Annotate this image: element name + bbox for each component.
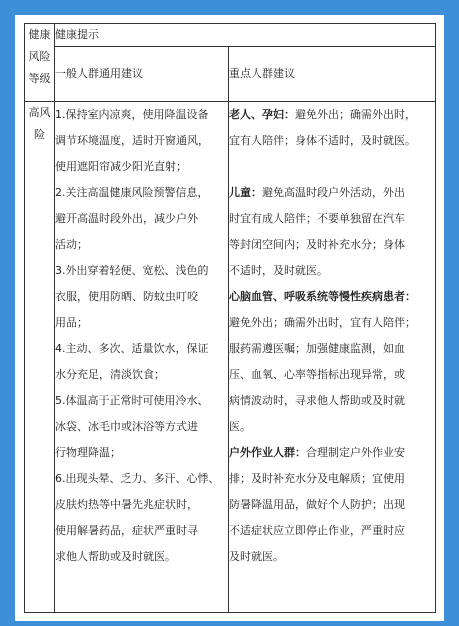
advice-text: 避免外出；确需外出时， (295, 108, 416, 121)
level-header-line: 等级 (28, 72, 51, 85)
group-label-children: 儿童： (229, 186, 262, 199)
advice-line: 水分充足，清淡饮食； (55, 368, 165, 381)
group-label-outdoor: 户外作业人群： (229, 446, 306, 459)
level-line: 高风 (28, 106, 51, 119)
advice-line: 皮肤灼热等中暑先兆症状时， (55, 498, 198, 511)
advice-line: 医。 (229, 420, 251, 433)
advice-line: 冰袋、冰毛巾或沐浴等方式进 (55, 420, 198, 433)
document-page (15, 15, 444, 621)
heat-risk-table (24, 23, 436, 613)
advice-line: 6.出现头晕、乏力、多汗、心悸、 (55, 472, 220, 485)
advice-line: 及时就医。 (229, 550, 284, 563)
advice-line: 避免外出；确需外出时，宜有人陪伴； (229, 316, 416, 329)
advice-text: 避免高温时段户外活动，外出 (262, 186, 405, 199)
advice-line: 求他人帮助或及时就医。 (55, 550, 176, 563)
level-header-line: 风险 (28, 50, 51, 63)
spacer (229, 154, 435, 180)
advice-line: 不适时，及时就医。 (229, 264, 328, 277)
advice-line: 活动； (55, 238, 88, 251)
key-advice (229, 102, 436, 613)
advice-line: 2.关注高温健康风险预警信息， (55, 186, 209, 199)
advice-line: 1.保持室内凉爽，使用降温设备 (55, 108, 209, 121)
advice-line: 时宜有成人陪伴；不要单独留在汽车 (229, 212, 405, 225)
advice-line: 防暑降温用品，做好个人防护；出现 (229, 498, 405, 511)
advice-line: 服药需遵医嘱；加强健康监测，如血 (229, 342, 405, 355)
advice-line: 使用解暑药品，症状严重时寻 (55, 524, 198, 537)
advice-line: 3.外出穿着轻便、宽松、浅色的 (55, 264, 209, 277)
group-label-chronic: 心脑血管、呼吸系统等慢性疾病患者： (229, 290, 416, 303)
level-line: 险 (34, 128, 45, 141)
key-header: 重点人群建议 (229, 47, 436, 102)
advice-line: 4.主动、多次、适量饮水，保证 (55, 342, 209, 355)
advice-line: 等封闭空间内；及时补充水分；身体 (229, 238, 405, 251)
general-header: 一般人群通用建议 (55, 47, 229, 102)
advice-line: 宜有人陪伴；身体不适时，及时就医。 (229, 134, 416, 147)
tips-header: 健康提示 (55, 24, 436, 47)
advice-text: 合理制定户外作业安 (306, 446, 405, 459)
advice-line: 5.体温高于正常时可使用冷水、 (55, 394, 209, 407)
level-value (25, 102, 55, 613)
advice-line: 病情波动时，寻求他人帮助或及时就 (229, 394, 405, 407)
level-header-line: 健康 (28, 28, 51, 41)
advice-line: 不适症状应立即停止作业，严重时应 (229, 524, 405, 537)
level-header (25, 24, 55, 102)
advice-line: 调节环境温度，适时开窗通风， (55, 134, 209, 147)
advice-line (229, 102, 435, 128)
advice-line: 避开高温时段外出，减少户外 (55, 212, 198, 225)
general-advice (55, 102, 229, 613)
advice-line (229, 180, 435, 206)
advice-line: 用品； (55, 316, 88, 329)
advice-line: 衣服，使用防晒、防蚊虫叮咬 (55, 290, 198, 303)
group-label-elderly: 老人、孕妇： (229, 108, 295, 121)
advice-line: 压、血氧、心率等指标出现异常，或 (229, 368, 405, 381)
advice-line (229, 440, 435, 466)
advice-line: 排；及时补充水分及电解质；宜使用 (229, 472, 405, 485)
advice-line: 行物理降温； (55, 446, 121, 459)
advice-line: 使用遮阳帘减少阳光直射； (55, 160, 187, 173)
